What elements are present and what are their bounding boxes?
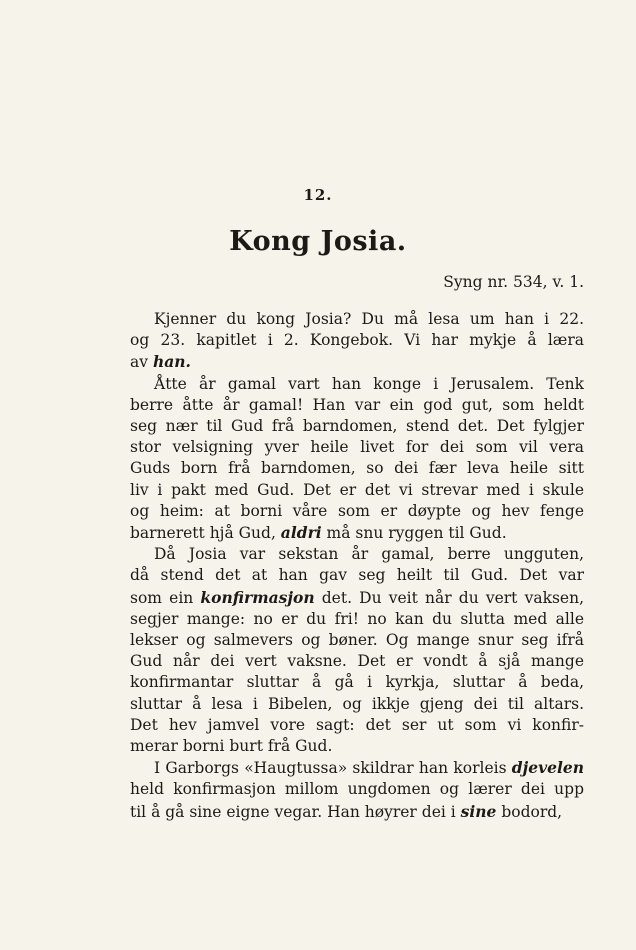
text-line: liv i pakt med Gud. Det er det vi strevar med i skule <box>130 480 584 499</box>
text-line: held konfirmasjon millom ungdomen og lærer dei upp <box>130 780 584 799</box>
text-line: Det hev jamvel vore sagt: det ser ut som vi konfir- <box>130 715 584 734</box>
paragraph <box>130 544 584 757</box>
paragraph <box>130 374 584 545</box>
emphasized-word: sine <box>460 801 497 821</box>
text-line: stor velsigning yver heile livet for dei som vil vera <box>130 438 584 457</box>
text-line: og 23. kapitlet i 2. Kongebok. Vi har mykje å læra <box>130 331 584 350</box>
emphasized-word: han. <box>152 352 191 372</box>
hymn-reference: Syng nr. 534, v. 1. <box>443 273 584 291</box>
text-line: konfirmantar sluttar å gå i kyrkja, sluttar å beda, <box>130 673 584 692</box>
text-line: Kjenner du kong Josia? Du må lesa um han i 22. <box>154 310 584 328</box>
body-text <box>130 309 584 823</box>
emphasized-word: konfirmasjon <box>200 587 315 607</box>
text-line: lekser og salmevers og bøner. Og mange snur seg ifrå <box>130 631 584 650</box>
text-line: til å gå sine eigne vegar. Han høyrer dei i sine bodord, <box>130 801 563 821</box>
text-line: segjer mange: no er du fri! no kan du slutta med alle <box>130 609 584 628</box>
text-line: av han. <box>130 352 191 372</box>
text-line: Åtte år gamal vart han konge i Jerusalem. Tenk <box>154 374 584 393</box>
text-line: seg nær til Gud frå barndomen, stend det. Det fylgjer <box>130 417 584 436</box>
text-line: barnerett hjå Gud, aldri må snu ryggen til Gud. <box>130 523 507 543</box>
paragraph <box>130 757 584 823</box>
text-line: Guds born frå barndomen, so dei fær leva heile sitt <box>130 459 584 478</box>
text-line: som ein konfirmasjon det. Du veit når du vert vaksen, <box>130 587 584 607</box>
emphasized-word: aldri <box>280 523 322 543</box>
paragraph <box>130 309 584 374</box>
text-line: merar borni burt frå Gud. <box>130 737 333 756</box>
emphasized-word: djevelen <box>511 758 584 778</box>
text-line: Då Josia var sekstan år gamal, berre ungguten, <box>154 545 584 564</box>
text-line: og heim: at borni våre som er døypte og hev fenge <box>130 501 584 520</box>
text-line: Gud når dei vert vaksne. Det er vondt å sjå mange <box>130 652 584 671</box>
text-line: då stend det at han gav seg heilt til Gud. Det var <box>130 566 584 585</box>
page-title: Kong Josia. <box>229 226 407 257</box>
text-line: I Garborgs «Haugtussa» skildrar han korleis djevelen <box>154 758 584 778</box>
chapter-number: 12. <box>303 186 333 204</box>
text-line: sluttar å lesa i Bibelen, og ikkje gjeng dei til altars. <box>130 694 584 713</box>
text-line: berre åtte år gamal! Han var ein god gut, som heldt <box>130 395 584 414</box>
